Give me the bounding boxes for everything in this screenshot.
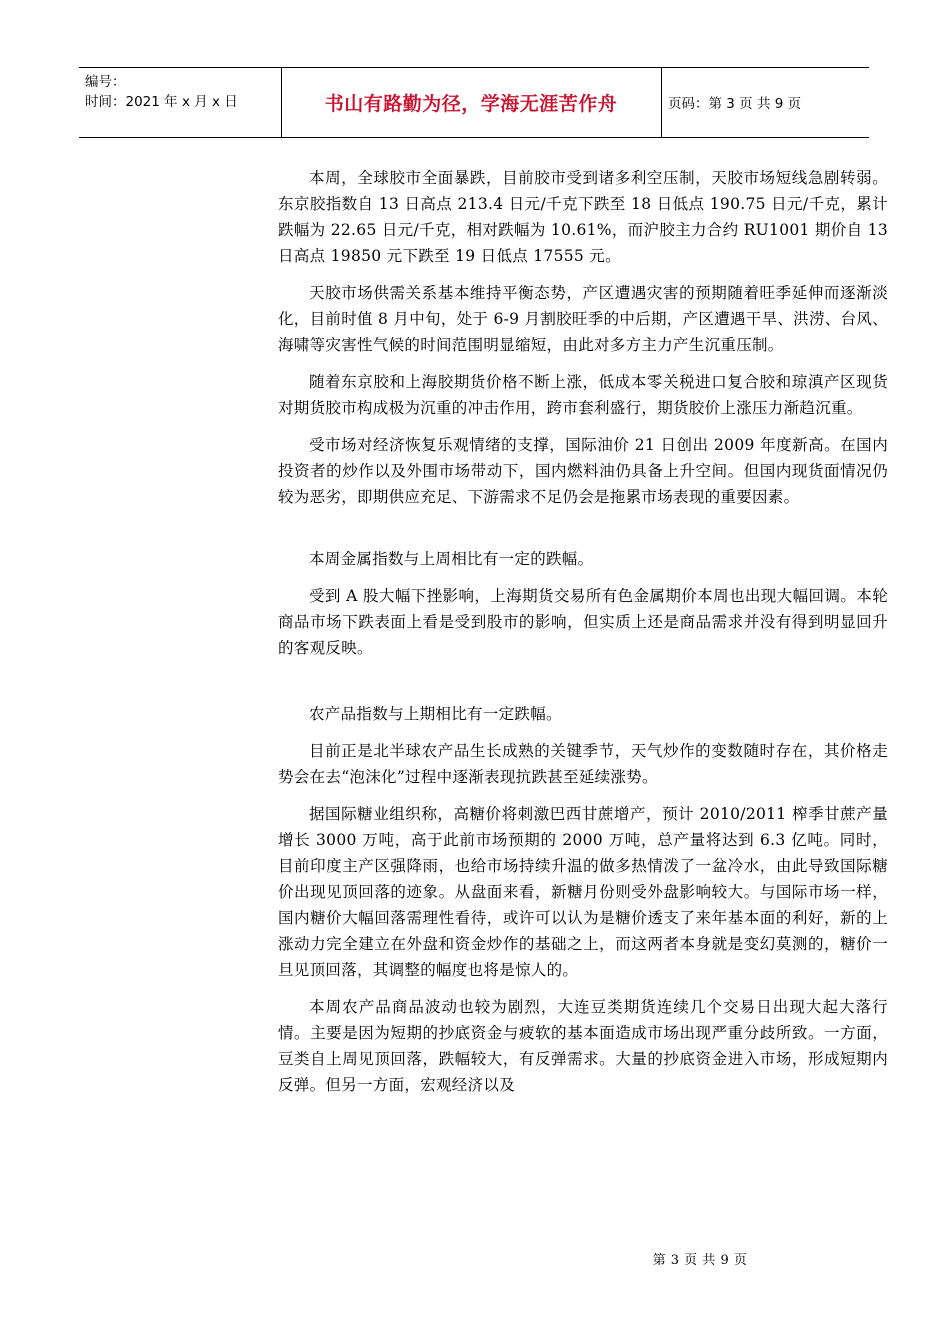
document-number-label: 编号：: [85, 74, 126, 90]
page-header: [79, 67, 869, 138]
header-meta: [85, 72, 238, 112]
paragraph-rubber-market: 本周，全球胶市全面暴跌，目前胶市受到诸多利空压制，天胶市场短线急剧转弱。东京胶指数自 13 日高点 213.4 日元/千克下跌至 18 日低点 190.75 日元/千克，累计跌幅为 22.65 日元/千克，相对跌幅为 10.61%，而沪胶主力合约 RU1001 期价自 13 日高点 19850 元下跌至 19 日低点 17555 元。: [278, 169, 888, 265]
header-page-info: 页码：第 3 页 共 9 页: [668, 96, 802, 112]
paragraph-agri-weather: 目前正是北半球农产品生长成熟的关键季节，天气炒作的变数随时存在，其价格走势会在去“泡沫化”过程中逐渐表现抗跌甚至延续涨势。: [278, 742, 888, 786]
page-footer: [0, 1249, 950, 1268]
paragraph-agri-index: 农产品指数与上期相比有一定跌幅。: [309, 705, 562, 723]
paragraph-soybean: 本周农产品商品波动也较为剧烈，大连豆类期货连续几个交易日出现大起大落行情。主要是因为短期的抄底资金与疲软的基本面造成市场出现严重分歧所致。一方面，豆类自上周见顶回落，跌幅较大，有反弹需求。大量的抄底资金进入市场，形成短期内反弹。但另一方面，宏观经济以及: [278, 998, 888, 1094]
paragraph-metal-index: 本周金属指数与上周相比有一定的跌幅。: [309, 550, 594, 568]
paragraph-oil-price: 受市场对经济恢复乐观情绪的支撑，国际油价 21 日创出 2009 年度新高。在国内投资者的炒作以及外围市场带动下，国内燃料油仍具备上升空间。但国内现货面情况仍较为恶劣，即期供应充足、下游需求不足仍会是拖累市场表现的重要因素。: [278, 436, 888, 506]
paragraph-rubber-supply: 天胶市场供需关系基本维持平衡态势，产区遭遇灾害的预期随着旺季延伸而逐渐淡化，目前时值 8 月中旬，处于 6-9 月割胶旺季的中后期，产区遭遇干旱、洪涝、台风、海啸等灾害性气候的时间范围明显缩短，由此对多方主力产生沉重压制。: [278, 284, 888, 354]
header-motto: 书山有路勤为径，学海无涯苦作舟: [324, 92, 618, 115]
paragraph-sugar: 据国际糖业组织称，高糖价将刺激巴西甘蔗增产，预计 2010/2011 榨季甘蔗产量增长 3000 万吨，高于此前市场预期的 2000 万吨，总产量将达到 6.3 亿吨。同时，目前印度主产区强降雨，也给市场持续升温的做多热情泼了一盆冷水，由此导致国际糖价出现见顶回落的迹象。从盘面来看，新糖月份则受外盘影响较大。与国际市场一样，国内糖价大幅回落需理性看待，或许可以认为是糖价透支了来年基本面的利好，新的上涨动力完全建立在外盘和资金炒作的基础之上，而这两者本身就是变幻莫测的，糖价一旦见顶回落，其调整的幅度也将是惊人的。: [278, 805, 888, 979]
header-divider-right: [661, 68, 662, 137]
document-body: [278, 165, 888, 1109]
document-time-label: 时间：2021 年 x 月 x 日: [85, 94, 238, 110]
paragraph-rubber-futures: 随着东京胶和上海胶期货价格不断上涨，低成本零关税进口复合胶和琼滇产区现货对期货胶市构成极为沉重的冲击作用，跨市套利盛行，期货胶价上涨压力渐趋沉重。: [278, 373, 888, 417]
footer-page-number: 第 3 页 共 9 页: [652, 1253, 748, 1268]
paragraph-metal-analysis: 受到 A 股大幅下挫影响，上海期货交易所有色金属期价本周也出现大幅回调。本轮商品市场下跌表面上看是受到股市的影响，但实质上还是商品需求并没有得到明显回升的客观反映。: [278, 587, 888, 657]
